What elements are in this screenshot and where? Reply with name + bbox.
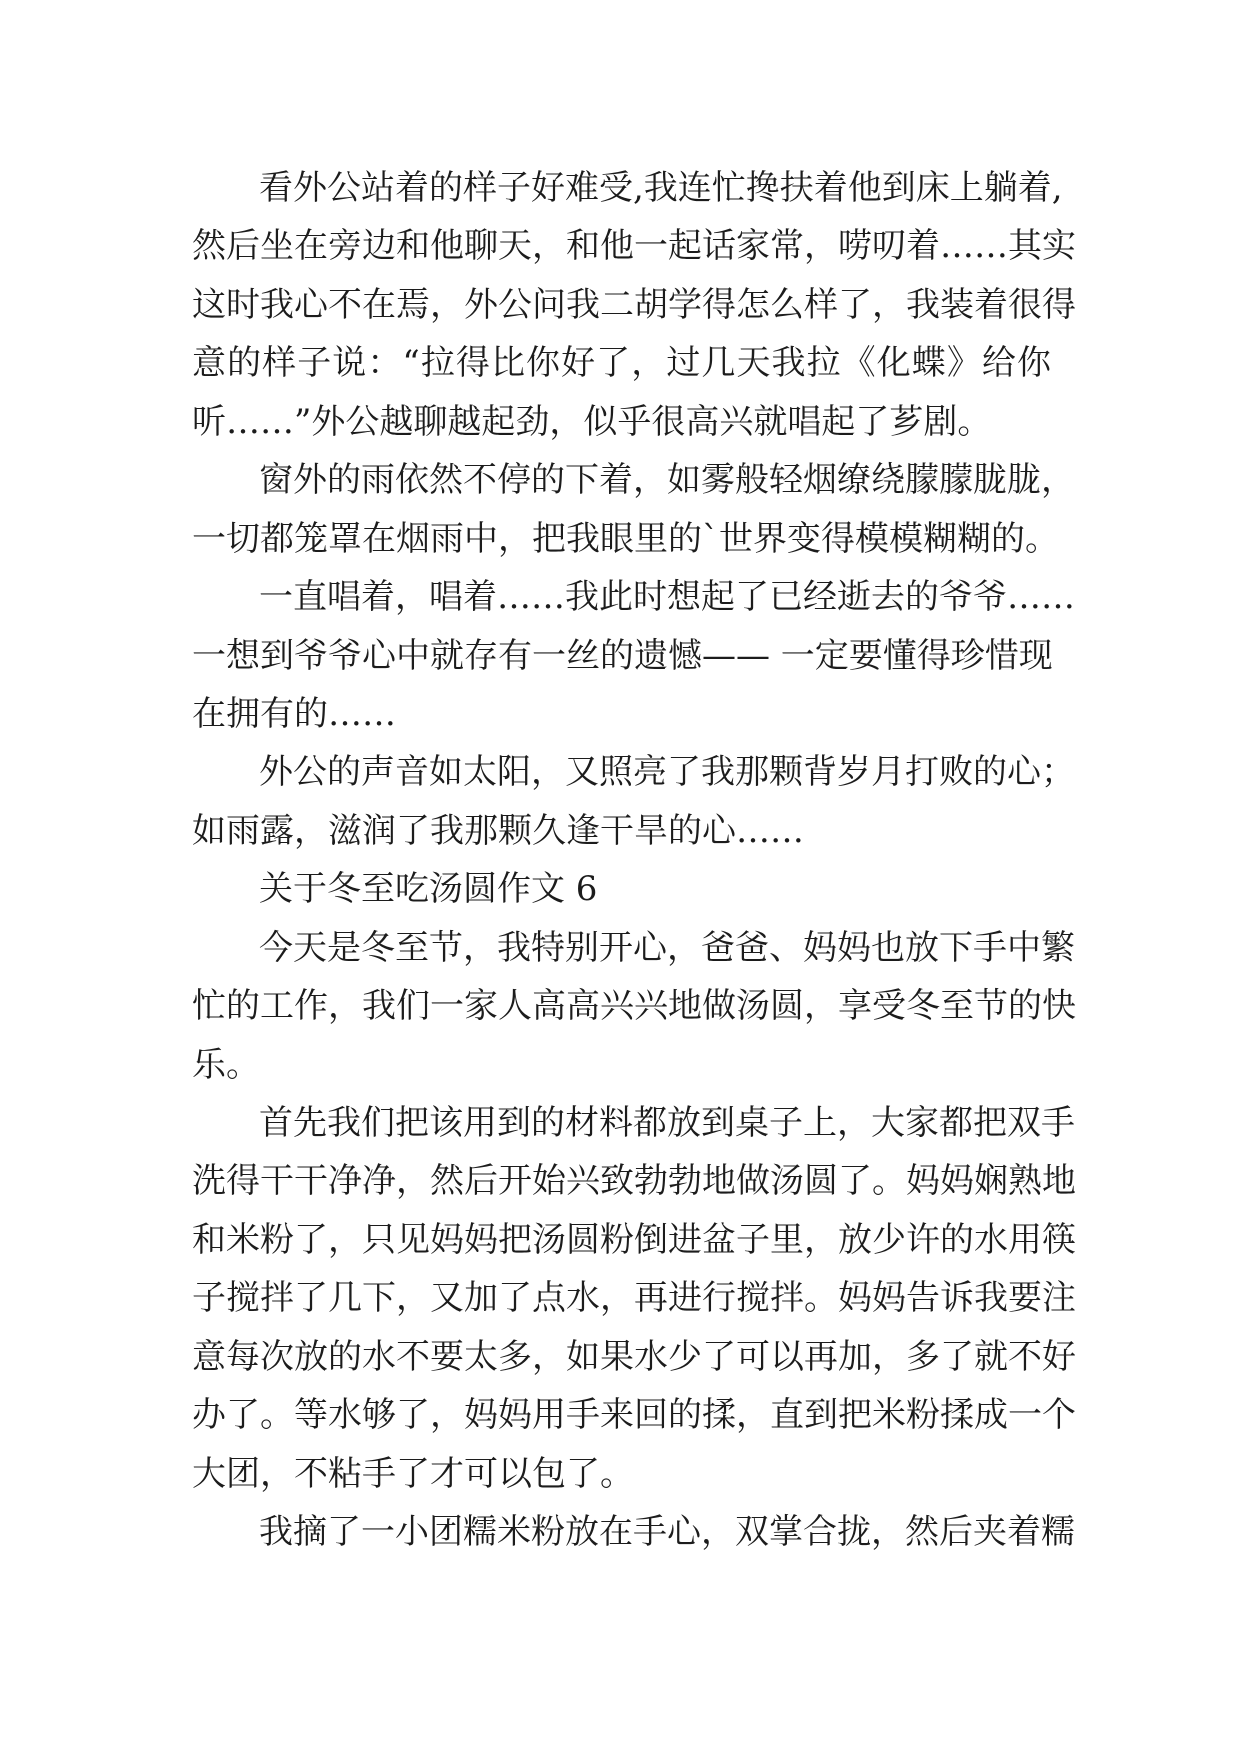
paragraph-line: 这时我心不在焉，外公问我二胡学得怎么样了，我装着很得 bbox=[192, 284, 1076, 325]
paragraph-line: 洗得干干净净，然后开始兴致勃勃地做汤圆了。妈妈娴熟地 bbox=[192, 1161, 1076, 1202]
paragraph-line: 一切都笼罩在烟雨中，把我眼里的`世界变得模模糊糊的。 bbox=[192, 518, 1059, 559]
paragraph-line: 子搅拌了几下，又加了点水，再进行搅拌。妈妈告诉我要注 bbox=[192, 1278, 1076, 1319]
paragraph-line: 意的样子说：“拉得比你好了，过几天我拉《化蝶》给你 bbox=[192, 343, 1051, 384]
paragraph-7 bbox=[192, 1503, 1075, 1561]
paragraph-4 bbox=[192, 743, 1075, 860]
paragraph-line: 然后坐在旁边和他聊天，和他一起话家常，唠叨着……其实 bbox=[192, 226, 1076, 267]
paragraph-5 bbox=[192, 919, 1076, 1094]
paragraph-line: 意每次放的水不要太多，如果水少了可以再加，多了就不好 bbox=[192, 1336, 1076, 1377]
paragraph-line: 乐。 bbox=[192, 1044, 260, 1085]
section-title-block bbox=[192, 860, 1051, 918]
section-title: 关于冬至吃汤圆作文 6 bbox=[259, 869, 598, 910]
paragraph-6 bbox=[192, 1094, 1076, 1503]
paragraph-line: 窗外的雨依然不停的下着，如雾般轻烟缭绕朦朦胧胧， bbox=[259, 460, 1075, 501]
paragraph-line: 和米粉了，只见妈妈把汤圆粉倒进盆子里，放少许的水用筷 bbox=[192, 1219, 1076, 1260]
paragraph-line: 看外公站着的样子好难受,我连忙搀扶着他到床上躺着, bbox=[259, 168, 1063, 208]
paragraph-line: 一直唱着，唱着……我此时想起了已经逝去的爷爷…… bbox=[259, 577, 1075, 618]
paragraph-line: 我摘了一小团糯米粉放在手心，双掌合拢，然后夹着糯 bbox=[259, 1512, 1075, 1553]
paragraph-line: 一想到爷爷心中就存有一丝的遗憾—— 一定要懂得珍惜现 bbox=[192, 635, 1053, 676]
paragraph-line: 办了。等水够了，妈妈用手来回的揉，直到把米粉揉成一个 bbox=[192, 1395, 1076, 1436]
paragraph-line: 如雨露，滋润了我那颗久逢干旱的心…… bbox=[192, 810, 804, 851]
paragraph-line: 忙的工作，我们一家人高高兴兴地做汤圆，享受冬至节的快 bbox=[192, 986, 1076, 1027]
paragraph-line: 今天是冬至节，我特别开心，爸爸、妈妈也放下手中繁 bbox=[259, 927, 1075, 968]
paragraph-2 bbox=[192, 451, 1075, 568]
paragraph-line: 在拥有的…… bbox=[192, 693, 396, 734]
paragraph-line: 大团，不粘手了才可以包了。 bbox=[192, 1453, 634, 1494]
paragraph-line: 首先我们把该用到的材料都放到桌子上，大家都把双手 bbox=[259, 1103, 1075, 1143]
paragraph-3 bbox=[192, 568, 1075, 743]
paragraph-line: 听……”外公越聊越起劲，似乎很高兴就唱起了芗剧。 bbox=[192, 401, 992, 442]
paragraph-line: 外公的声音如太阳，又照亮了我那颗背岁月打败的心； bbox=[259, 752, 1075, 793]
paragraph-1 bbox=[192, 159, 1076, 451]
